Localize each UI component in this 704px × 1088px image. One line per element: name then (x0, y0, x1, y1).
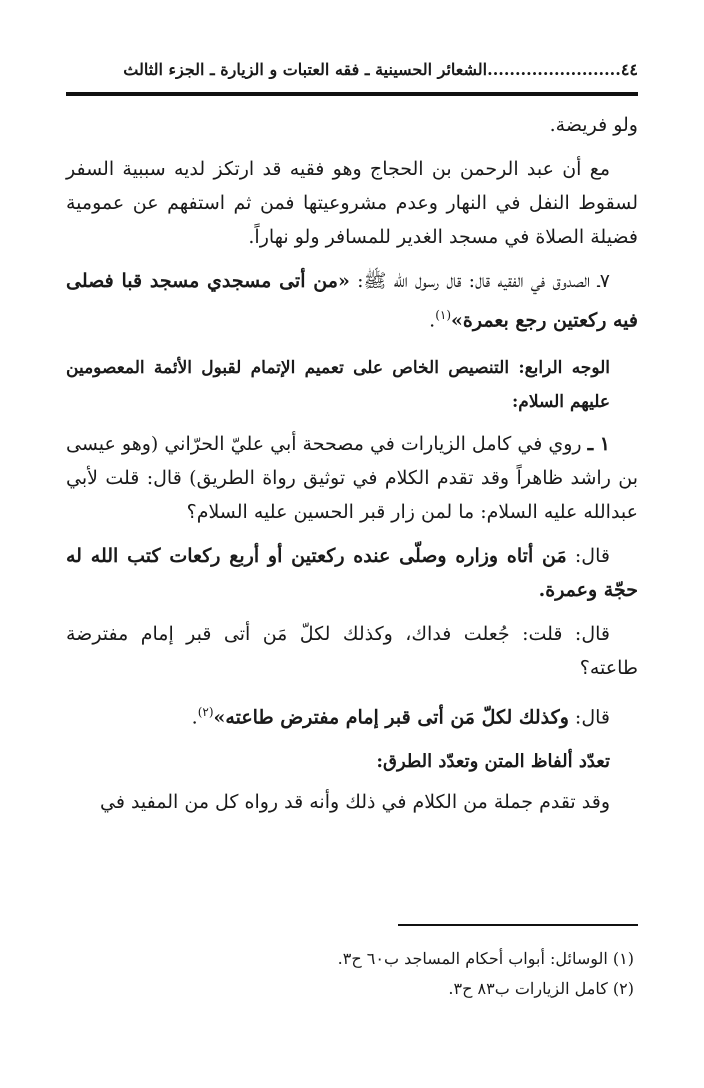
footnotes (66, 944, 638, 1004)
section-heading: الوجه الرابع: التنصيص الخاص على تعميم الإتمام لقبول الأئمة المعصومين عليهم السلام: (66, 358, 610, 413)
footnote-1: (١) الوسائل: أبواب أحكام المساجد ب٦٠ ح٣. (337, 949, 634, 968)
running-header (66, 60, 638, 79)
footnote-2: (٢) كامل الزيارات ب٨٣ ح٣. (448, 979, 634, 998)
header-dots: ........................ (487, 60, 621, 79)
running-title: الشعائر الحسينية ـ فقه العتبات و الزيارة ـ الجزء الثالث (123, 60, 488, 79)
paragraph-7 (66, 695, 638, 734)
hadith-quote-1: «من أتى مسجدي مسجد قبا فصلى فيه ركعتين رجع بعمرة» (66, 270, 638, 332)
paragraph-7-end: . (191, 706, 198, 729)
paragraph-2: مع أن عبد الرحمن بن الحجاج وهو فقيه قد ارتكز لديه سببية السفر لسقوط النفل في النهار وعدم مشروعيتها فمن ثم استفهم عن عمومية فضيلة الصلاة في مسجد الغدير للمسافر ولو نهاراً. (66, 158, 638, 248)
page-number: ٤٤ (620, 60, 638, 79)
paragraph-6: قال: قلت: جُعلت فداك، وكذلك لكلّ مَن أتى قبر إمام مفترضة طاعته؟ (66, 623, 638, 680)
paragraph-3-end: . (429, 309, 436, 332)
main-text (66, 108, 638, 829)
paragraph-4-text: روي في كامل الزيارات في مصححة أبي عليّ الحرّاني (وهو عيسى بن راشد ظاهراً وقد تقدم الكلام في توثيق رواة الطريق) قال: قلت لأبي عبدالله عليه السلام: ما لمن زار قبر الحسين عليه السلام؟ (65, 433, 638, 524)
paragraph-3 (66, 264, 638, 337)
paragraph-8: وقد تقدم جملة من الكلام في ذلك وأنه قد رواه كل من المفيد في (99, 790, 610, 813)
item-number: ١ ـ (587, 433, 610, 456)
hadith-answer-2: وكذلك لكلّ مَن أتى قبر إمام مفترض طاعته» (213, 706, 569, 729)
footnote-separator (398, 924, 638, 926)
header-rule (66, 92, 638, 96)
footnote-ref-2: (٢) (197, 705, 214, 720)
paragraph-5-label: قال: (574, 545, 610, 568)
paragraph-1: ولو فريضة. (549, 114, 638, 136)
paragraph-4 (66, 427, 638, 529)
sub-heading: تعدّد ألفاظ المتن وتعدّد الطرق: (376, 750, 610, 772)
paragraph-5 (66, 539, 638, 607)
hadith-answer-1: مَن أتاه وزاره وصلّى عنده ركعتين أو أربع ركعات كتب الله له حجّة وعمرة. (66, 545, 638, 602)
paragraph-7-label: قال: (574, 706, 610, 729)
paragraph-3-intro: ٧ـ الصدوق في الفقيه قال: قال رسول الله ﷺ: (357, 270, 611, 292)
footnote-ref-1: (١) (435, 308, 452, 322)
